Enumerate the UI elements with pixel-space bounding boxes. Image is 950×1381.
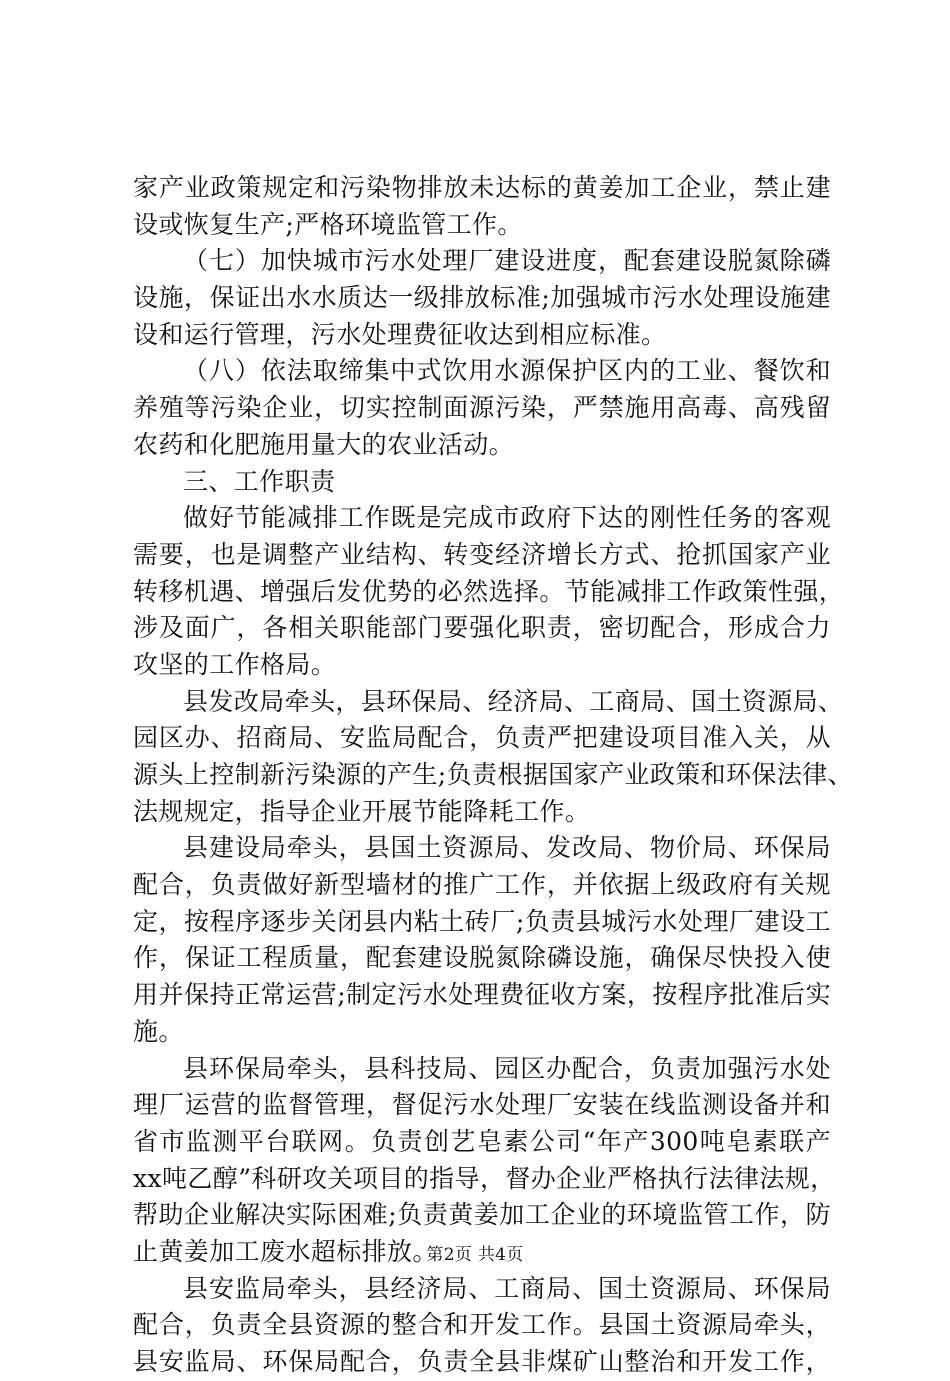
text-line: 需要，也是调整产业结构、转变经济增长方式、抢抓国家产业 [133,539,831,569]
text-line: 设施，保证出水水质达一级排放标准;加强城市污水处理设施建 [133,283,831,313]
section-heading: 三、工作职责 [183,466,336,496]
text-line: 设或恢复生产;严格环境监管工作。 [133,209,523,239]
text-line: 转移机遇、增强后发优势的必然选择。节能减排工作政策性强， [133,576,845,606]
text-line: 县环保局牵头，县科技局、园区办配合，负责加强污水处 [183,1053,831,1083]
text-line: 县建设局牵头，县国土资源局、发改局、物价局、环保局 [183,833,831,863]
text-line: 配合，负责全县资源的整合和开发工作。县国土资源局牵头， [133,1310,831,1340]
text-line: 养殖等污染企业，切实控制面源污染，严禁施用高毒、高残留 [133,393,831,423]
text-line: 县安监局牵头，县经济局、工商局、国土资源局、环保局 [183,1273,831,1303]
text-line: 源头上控制新污染源的产生;负责根据国家产业政策和环保法律、 [133,760,854,789]
text-line: 家产业政策规定和污染物排放未达标的黄姜加工企业，禁止建 [133,173,831,202]
text-line: 定，按程序逐步关闭县内粘土砖厂;负责县城污水处理厂建设工 [133,906,831,936]
text-line: （八）依法取缔集中式饮用水源保护区内的工业、餐饮和 [183,356,831,386]
text-line: 施。 [133,1016,184,1046]
text-line: 涉及面广，各相关职能部门要强化职责，密切配合，形成合力 [133,613,831,643]
text-line: 设和运行管理，污水处理费征收达到相应标准。 [133,319,667,349]
text-line: 省市监测平台联网。负责创艺皂素公司“年产300吨皂素联产 [133,1126,831,1156]
text-line: 用并保持正常运营;制定污水处理费征收方案，按程序批准后实 [133,980,831,1010]
text-line: 做好节能减排工作既是完成市政府下达的刚性任务的客观 [183,503,831,533]
text-line: 止黄姜加工废水超标排放。 [133,1236,438,1266]
text-line: 县安监局、环保局配合，负责全县非煤矿山整治和开发工作， [133,1347,831,1376]
document-body [133,170,854,1381]
text-line: 攻坚的工作格局。 [133,649,337,679]
text-line: 作，保证工程质量，配套建设脱氮除磷设施，确保尽快投入使 [133,943,831,973]
page-number-footer: 第2页 共4页 [426,1245,524,1265]
text-line: 园区办、招商局、安监局配合，负责严把建设项目准入关，从 [133,723,831,753]
text-line: 配合，负责做好新型墙材的推广工作，并依据上级政府有关规 [133,870,831,900]
text-line: 帮助企业解决实际困难;负责黄姜加工企业的环境监管工作，防 [133,1200,831,1230]
text-line: 农药和化肥施用量大的农业活动。 [133,429,515,459]
text-line: 法规规定，指导企业开展节能降耗工作。 [133,796,591,826]
text-line: 县发改局牵头，县环保局、经济局、工商局、国土资源局、 [183,686,844,716]
text-line: 理厂运营的监督管理，督促污水处理厂安装在线监测设备并和 [133,1090,831,1120]
text-line: xx吨乙醇”科研攻关项目的指导，督办企业严格执行法律法规， [133,1163,836,1193]
text-line: （七）加快城市污水处理厂建设进度，配套建设脱氮除磷 [183,246,831,276]
